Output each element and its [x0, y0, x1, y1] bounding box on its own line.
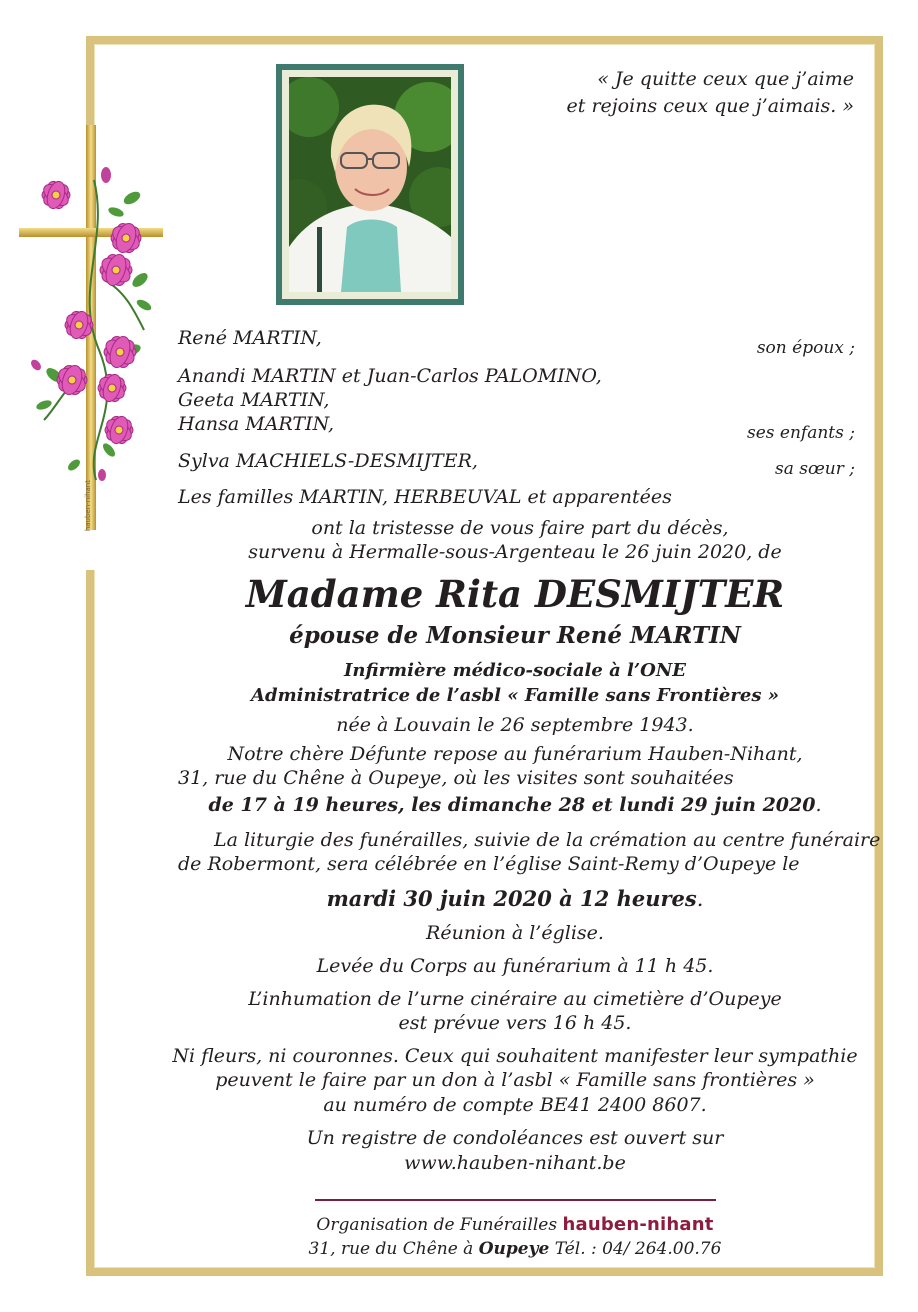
register-line: Un registre de condoléances est ouvert sur: [306, 1127, 724, 1149]
donation-line: peuvent le faire par un don à l’asbl « Famille sans frontières »: [215, 1069, 815, 1091]
footer-address-prefix: 31, rue du Chêne à: [308, 1239, 474, 1259]
brand-logo: hauben-nihant: [562, 1214, 714, 1235]
family-name-line: René MARTIN,: [178, 327, 322, 349]
birth-info: née à Louvain le 26 septembre 1943.: [336, 714, 694, 736]
donation-line: Ni fleurs, ni couronnes. Ceux qui souhaitent manifester leur sympathie: [172, 1045, 858, 1067]
liturgy-line: La liturgie des funérailles, suivie de la crémation au centre funéraire: [214, 829, 881, 851]
family-name-line: Sylva MACHIELS-DESMIJTER,: [178, 450, 478, 472]
relation-label: sa sœur ;: [774, 459, 855, 479]
visitation-line: 31, rue du Chêne à Oupeye, où les visites sont souhaitées: [178, 767, 734, 789]
relation-label: son époux ;: [756, 338, 855, 358]
funeral-date-text: mardi 30 juin 2020 à 12 heures: [326, 886, 697, 911]
deceased-role: Administratrice de l’asbl « Famille sans Frontières »: [251, 685, 779, 706]
schedule-line: Levée du Corps au funérarium à 11 h 45.: [316, 955, 714, 977]
cross-watermark: hauben-nihant: [84, 480, 92, 532]
footer-phone: Tél. : 04/ 264.00.76: [554, 1239, 722, 1259]
portrait-frame: [276, 64, 464, 305]
visitation-line: Notre chère Défunte repose au funérarium Hauben-Nihant,: [227, 743, 803, 765]
family-name-line: Geeta MARTIN,: [178, 389, 330, 411]
donation-line: au numéro de compte BE41 2400 8607.: [323, 1094, 707, 1116]
quote-line: et rejoins ceux que j’aimais. »: [566, 95, 854, 117]
footer-org-label: Organisation de Funérailles: [316, 1215, 558, 1235]
footer-organisation: [170, 1214, 860, 1235]
cross-with-flowers-icon: [14, 120, 174, 580]
register-url[interactable]: www.hauben-nihant.be: [404, 1152, 626, 1174]
footer-address: [170, 1239, 860, 1259]
epitaph-quote: [560, 66, 854, 120]
funeral-date: mardi 30 juin 2020 à 12 heures.: [326, 886, 704, 911]
relation-label: ses enfants ;: [747, 423, 855, 443]
family-name-line: Hansa MARTIN,: [178, 413, 335, 435]
deceased-name: Madame Rita DESMIJTER: [245, 572, 785, 616]
footer-divider: [315, 1199, 716, 1201]
announcement-line: survenu à Hermalle-sous-Argenteau le 26 juin 2020, de: [248, 541, 782, 563]
schedule-line: est prévue vers 16 h 45.: [398, 1012, 632, 1034]
liturgy-line: de Robermont, sera célébrée en l’église Saint-Remy d’Oupeye le: [178, 853, 800, 875]
deceased-role: Infirmière médico-sociale à l’ONE: [343, 660, 687, 681]
announcement-line: ont la tristesse de vous faire part du décès,: [311, 517, 729, 539]
visitation-times-text: de 17 à 19 heures, les dimanche 28 et lundi 29 juin 2020: [208, 794, 816, 816]
deceased-spouse: épouse de Monsieur René MARTIN: [289, 622, 741, 649]
portrait-photo: [289, 77, 451, 292]
schedule-line: Réunion à l’église.: [426, 922, 604, 944]
schedule-line: L’inhumation de l’urne cinéraire au cimetière d’Oupeye: [248, 988, 782, 1010]
family-name-line: Les familles MARTIN, HERBEUVAL et apparentées: [178, 486, 672, 508]
quote-line: « Je quitte ceux que j’aime: [597, 68, 854, 90]
footer-town: Oupeye: [478, 1239, 550, 1259]
family-name-line: Anandi MARTIN et Juan-Carlos PALOMINO,: [178, 365, 602, 387]
visitation-times: de 17 à 19 heures, les dimanche 28 et lundi 29 juin 2020.: [208, 794, 822, 816]
